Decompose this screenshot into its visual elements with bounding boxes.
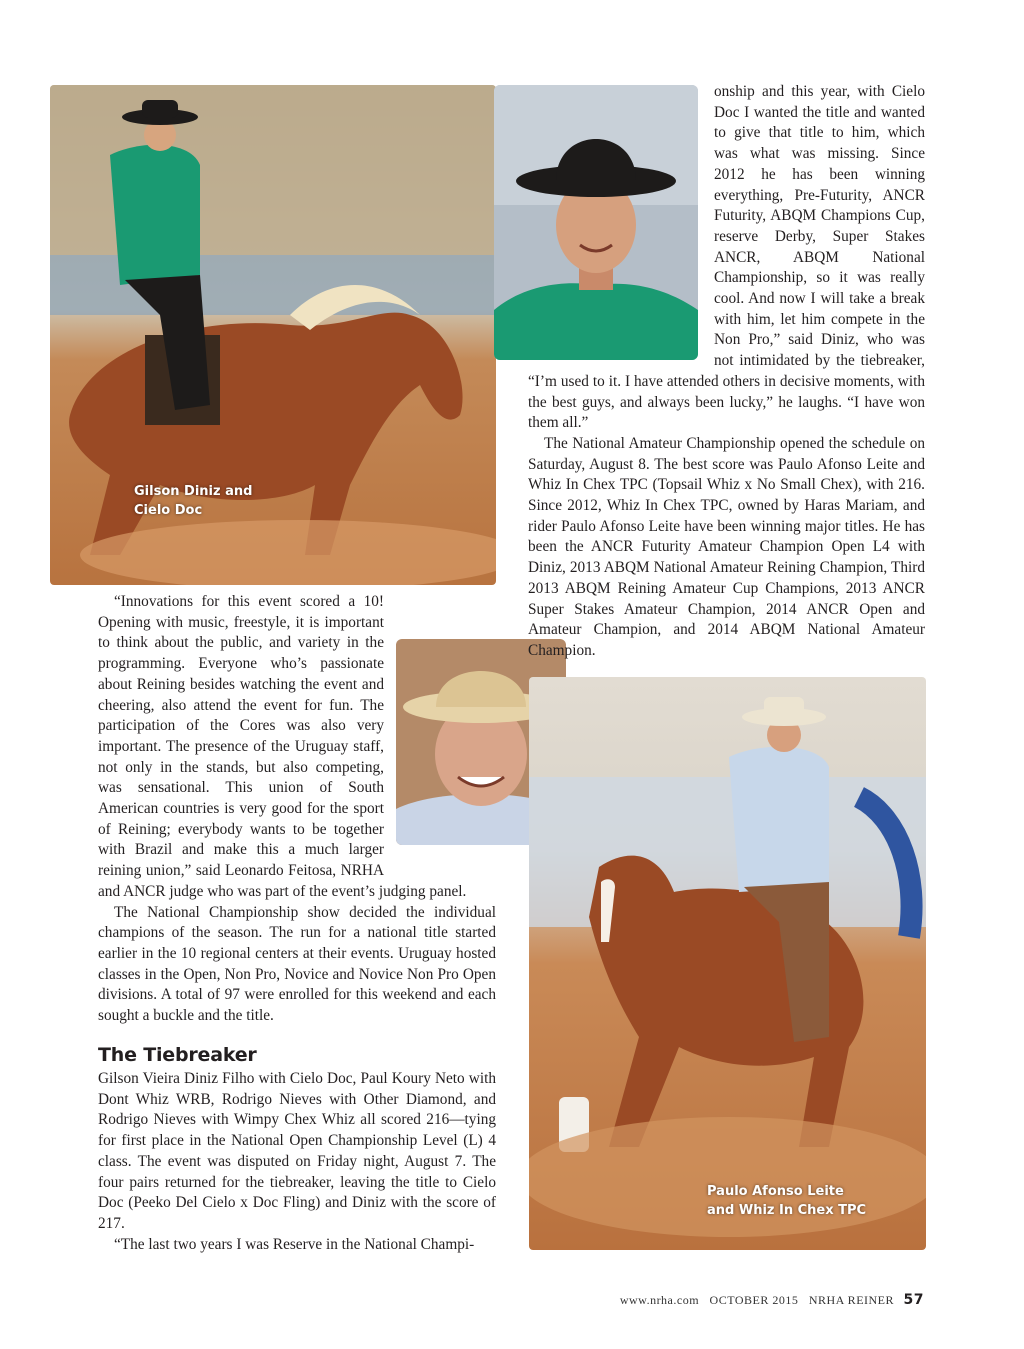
paragraph: “The last two years I was Reserve in the National Champi- [114, 1235, 475, 1253]
left-column-text [98, 592, 496, 1027]
paragraph: onship and this year, with Cielo Doc I wanted the title and wanted to give that title to him, which was what was missing. Since 2012 he has been winning everything, Pre-Futurity, ANCR Futurity, ABQM Champions Cup, reserve Derby, Super Stakes ANCR, ABQM National Championship, so it was really cool. And now I will take a break with him, let him compete in the Non Pro,” said Diniz, who was not intimidated by the tiebreaker, “I’m used to it. I have attended others in decisive moments, with the best guys, and always been lucky,” he laughs. “I have won them all.” [528, 83, 925, 432]
paragraph: “Innovations for this event scored a 10! Opening with music, freestyle, it is important to think about the public, and variety in the programming. Everyone who’s passionate about Reining besides watching the event and cheering, also attend the event for fun. The participation of the Cores was also very important. The presence of the Uruguay staff, not only in the stands, but also competing, was sensational. This union of South American countries is very good for the sport of Reining; everybody wants to be together with Brazil and make this a much larger reining union,” said Leonardo Feitosa, NRHA and ANCR judge who was part of the event’s judging panel. [98, 593, 467, 900]
page-footer [620, 1292, 924, 1308]
left-column-text-tiebreaker [98, 1069, 496, 1255]
portrait-wrap-space [528, 82, 714, 364]
paragraph: The National Championship show decided the individual champions of the season. The run for a national title started earlier in the 10 regional centers at their events. Uruguay hosted classes in the Open, Non Pro, Novice and Novice Non Pro Open divisions. A total of 97 were enrolled for this weekend and each sought a buckle and the title. [98, 903, 496, 1025]
page-number: 57 [903, 1292, 924, 1308]
photo-caption: Paulo Afonso Leite and Whiz In Chex TPC [707, 1184, 867, 1218]
footer-site: www.nrha.com [619, 1293, 700, 1307]
paragraph: Gilson Vieira Diniz Filho with Cielo Doc, Paul Koury Neto with Dont Whiz WRB, Rodrigo Nieves with Other Diamond, and Rodrigo Nieves with Wimpy Chex Whiz all scored 216—tying for first place in the National Open Championship Level (L) 4 class. The event was disputed on Friday night, August 7. The four pairs returned for the tiebreaker, leaving the title to Cielo Doc (Peeko Del Cielo x Doc Fling) and Diniz with the score of 217. [98, 1070, 496, 1232]
photo-paulo-afonso-leite-riding [529, 677, 926, 1250]
portrait-wrap-space [384, 615, 496, 872]
photo-caption: Gilson Diniz and Cielo Doc [134, 484, 253, 518]
footer-magazine: NRHA REINER [808, 1293, 895, 1307]
section-heading: The Tiebreaker [98, 1044, 257, 1066]
right-column-text [528, 82, 925, 662]
paragraph: The National Amateur Championship opened the schedule on Saturday, August 8. The best score was Paulo Afonso Leite and Whiz In Chex TPC (Topsail Whiz x No Small Chex), with 216. Since 2012, Whiz In Chex TPC, owned by Haras Mariam, and rider Paulo Afonso Leite have been winning major titles. He has been the ANCR Futurity Amateur Champion Open L4 with Diniz, 2013 ABQM National Amateur Reining Champion, Third 2013 ABQM Reining Amateur Cup Champions, 2013 ANCR Super Stakes Amateur Champion, 2014 ANCR Open and Amateur Champion, and 2014 ABQM National Amateur Champion. [528, 434, 925, 659]
footer-issue: OCTOBER 2015 [709, 1293, 799, 1307]
